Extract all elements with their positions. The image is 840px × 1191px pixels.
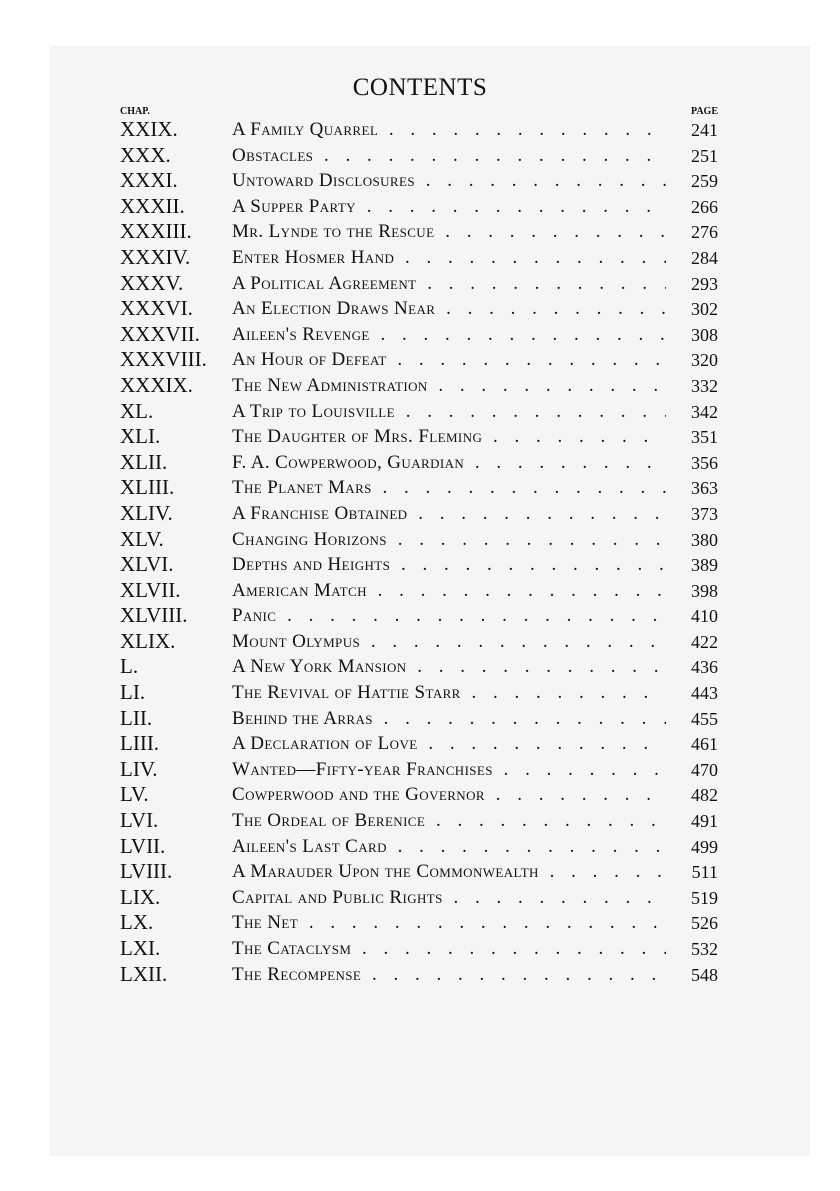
page-number: 251 bbox=[691, 145, 718, 166]
page-number: 302 bbox=[691, 299, 718, 320]
page-number: 332 bbox=[691, 375, 718, 396]
chapter-number: XXXIII. bbox=[120, 219, 192, 244]
chapter-number: XLIV. bbox=[120, 500, 173, 525]
page-number: 511 bbox=[691, 862, 718, 883]
chapter-title: The New Administration . . . bbox=[232, 373, 666, 399]
toc-entry bbox=[120, 424, 720, 450]
chapter-number: XXIX. bbox=[120, 117, 178, 141]
chapter-number: XXXII. bbox=[120, 193, 185, 218]
page-number: 436 bbox=[691, 657, 718, 678]
page-title: CONTENTS bbox=[352, 74, 488, 101]
chapter-number: LIII. bbox=[120, 731, 160, 756]
chapter-number: LVI. bbox=[120, 808, 159, 833]
toc-entry bbox=[120, 450, 720, 476]
chapter-number: LXII. bbox=[120, 961, 168, 986]
page-number: 548 bbox=[691, 964, 718, 985]
chapter-number: XLII. bbox=[120, 449, 168, 474]
chapter-number: LIV. bbox=[120, 756, 158, 781]
toc-entry bbox=[120, 501, 720, 527]
page-number: 363 bbox=[691, 478, 718, 499]
toc-entry bbox=[120, 731, 720, 757]
page-number: 266 bbox=[691, 196, 718, 217]
chapter-title: Cowperwood and the Governor . . . bbox=[232, 782, 666, 808]
chapter-number: XL. bbox=[120, 398, 154, 423]
chapter-title: A Marauder Upon the Commonwealth . . . bbox=[232, 859, 666, 885]
toc-entry bbox=[120, 143, 720, 169]
chapter-title: A Declaration of Love . . . bbox=[232, 731, 666, 757]
toc-entry bbox=[120, 245, 720, 271]
chapter-title: The Planet Mars . . . bbox=[232, 475, 666, 501]
toc-entry bbox=[120, 629, 720, 655]
toc-entry bbox=[120, 603, 720, 629]
toc-entry bbox=[120, 373, 720, 399]
toc-entry bbox=[120, 962, 720, 988]
chapter-title: Aileen's Revenge . . . bbox=[232, 322, 666, 348]
chapter-title: American Match . . . bbox=[232, 578, 666, 604]
page-number: 470 bbox=[691, 759, 718, 780]
chapter-title: A Trip to Louisville . . . bbox=[232, 399, 666, 425]
toc-entry bbox=[120, 834, 720, 860]
toc-entry bbox=[120, 654, 720, 680]
chapter-number: XXXVII. bbox=[120, 321, 200, 346]
page-number: 356 bbox=[691, 452, 718, 473]
chapter-title: Untoward Disclosures . . . bbox=[232, 168, 666, 194]
page-column-header: PAGE bbox=[690, 106, 718, 117]
chapter-title: The Net . . . bbox=[232, 910, 666, 936]
chapter-title: F. A. Cowperwood, Guardian . . . bbox=[232, 450, 666, 476]
chapter-title: The Revival of Hattie Starr . . . bbox=[232, 680, 666, 706]
chapter-number: XLIX. bbox=[120, 628, 176, 653]
chapter-column-header: CHAP. bbox=[120, 106, 150, 117]
page-number: 320 bbox=[691, 350, 718, 371]
page-number: 482 bbox=[691, 785, 718, 806]
page-number: 499 bbox=[691, 836, 718, 857]
chapter-number: XXXI. bbox=[120, 168, 178, 193]
chapter-title: An Election Draws Near . . . bbox=[232, 296, 666, 322]
page-number: 389 bbox=[691, 555, 718, 576]
page-number: 342 bbox=[691, 401, 718, 422]
chapter-number: XXX. bbox=[120, 142, 171, 167]
chapter-number: LVII. bbox=[120, 833, 166, 858]
chapter-title: A Franchise Obtained . . . bbox=[232, 501, 666, 527]
toc-entry bbox=[120, 910, 720, 936]
page-number: 351 bbox=[691, 427, 718, 448]
page-number: 491 bbox=[691, 811, 718, 832]
chapter-title: Enter Hosmer Hand . . . bbox=[232, 245, 666, 271]
chapter-number: LVIII. bbox=[120, 859, 173, 884]
chapter-title: The Recompense . . . bbox=[232, 962, 666, 988]
toc-entry bbox=[120, 706, 720, 732]
page-number: 398 bbox=[691, 580, 718, 601]
page-number: 308 bbox=[691, 324, 718, 345]
chapter-title: Panic . . . bbox=[232, 603, 666, 629]
chapter-title: Mr. Lynde to the Rescue . . . bbox=[232, 219, 666, 245]
toc-entry bbox=[120, 271, 720, 297]
toc-entry bbox=[120, 322, 720, 348]
chapter-title: The Cataclysm . . . bbox=[232, 936, 666, 962]
toc-entry bbox=[120, 219, 720, 245]
page-number: 380 bbox=[691, 529, 718, 550]
chapter-title: The Ordeal of Berenice . . . bbox=[232, 808, 666, 834]
chapter-title: A Family Quarrel . . . bbox=[232, 117, 666, 143]
toc-entry bbox=[120, 936, 720, 962]
chapter-number: XLVII. bbox=[120, 577, 181, 602]
toc-entry bbox=[120, 117, 720, 143]
toc-entry bbox=[120, 859, 720, 885]
page-number: 293 bbox=[691, 273, 718, 294]
toc-entry bbox=[120, 168, 720, 194]
chapter-title: Capital and Public Rights . . . bbox=[232, 885, 666, 911]
toc-entry bbox=[120, 347, 720, 373]
chapter-title: Obstacles . . . bbox=[232, 143, 666, 169]
contents-list bbox=[120, 117, 720, 987]
chapter-number: LV. bbox=[120, 782, 149, 807]
page-number: 443 bbox=[691, 683, 718, 704]
toc-entry bbox=[120, 527, 720, 553]
page-number: 410 bbox=[691, 606, 718, 627]
chapter-title: Behind the Arras . . . bbox=[232, 706, 666, 732]
page-number: 284 bbox=[691, 247, 718, 268]
chapter-title: An Hour of Defeat . . . bbox=[232, 347, 666, 373]
chapter-number: XLIII. bbox=[120, 475, 175, 500]
chapter-number: L. bbox=[120, 654, 139, 679]
chapter-title: Wanted—Fifty-year Franchises . . . bbox=[232, 757, 666, 783]
toc-entry bbox=[120, 782, 720, 808]
chapter-number: XXXVIII. bbox=[120, 347, 207, 372]
chapter-title: Aileen's Last Card . . . bbox=[232, 834, 666, 860]
chapter-number: LX. bbox=[120, 910, 154, 935]
toc-entry bbox=[120, 296, 720, 322]
toc-entry bbox=[120, 399, 720, 425]
chapter-number: LII. bbox=[120, 705, 153, 730]
chapter-title: The Daughter of Mrs. Fleming . . . bbox=[232, 424, 666, 450]
chapter-number: XLVI. bbox=[120, 552, 174, 577]
page-number: 373 bbox=[691, 503, 718, 524]
chapter-number: XXXVI. bbox=[120, 296, 193, 321]
chapter-number: XLI. bbox=[120, 424, 161, 449]
chapter-number: XXXIX. bbox=[120, 372, 193, 397]
page-number: 241 bbox=[691, 120, 718, 140]
chapter-number: LXI. bbox=[120, 936, 161, 960]
chapter-title: Mount Olympus . . . bbox=[232, 629, 666, 655]
toc-entry bbox=[120, 757, 720, 783]
page-number: 259 bbox=[691, 171, 718, 192]
chapter-title: Changing Horizons . . . bbox=[232, 527, 666, 553]
toc-entry bbox=[120, 885, 720, 911]
page-number: 455 bbox=[691, 708, 718, 729]
chapter-title: Depths and Heights . . . bbox=[232, 552, 666, 578]
chapter-number: XXXIV. bbox=[120, 244, 191, 269]
chapter-number: XLV. bbox=[120, 526, 164, 551]
chapter-number: XXXV. bbox=[120, 270, 184, 295]
page-number: 532 bbox=[691, 939, 718, 959]
page-number: 526 bbox=[691, 913, 718, 934]
toc-entry bbox=[120, 680, 720, 706]
chapter-title: A Political Agreement . . . bbox=[232, 271, 666, 297]
chapter-title: A Supper Party . . . bbox=[232, 194, 666, 220]
chapter-number: LIX. bbox=[120, 884, 161, 909]
chapter-title: A New York Mansion . . . bbox=[232, 654, 666, 680]
toc-entry bbox=[120, 552, 720, 578]
toc-entry bbox=[120, 475, 720, 501]
toc-entry bbox=[120, 808, 720, 834]
chapter-number: LI. bbox=[120, 680, 146, 705]
chapter-number: XLVIII. bbox=[120, 603, 188, 628]
page-number: 519 bbox=[691, 887, 718, 908]
toc-entry bbox=[120, 578, 720, 604]
page-number: 276 bbox=[691, 222, 718, 243]
page-number: 461 bbox=[691, 734, 718, 755]
page-number: 422 bbox=[691, 631, 718, 652]
toc-entry bbox=[120, 194, 720, 220]
